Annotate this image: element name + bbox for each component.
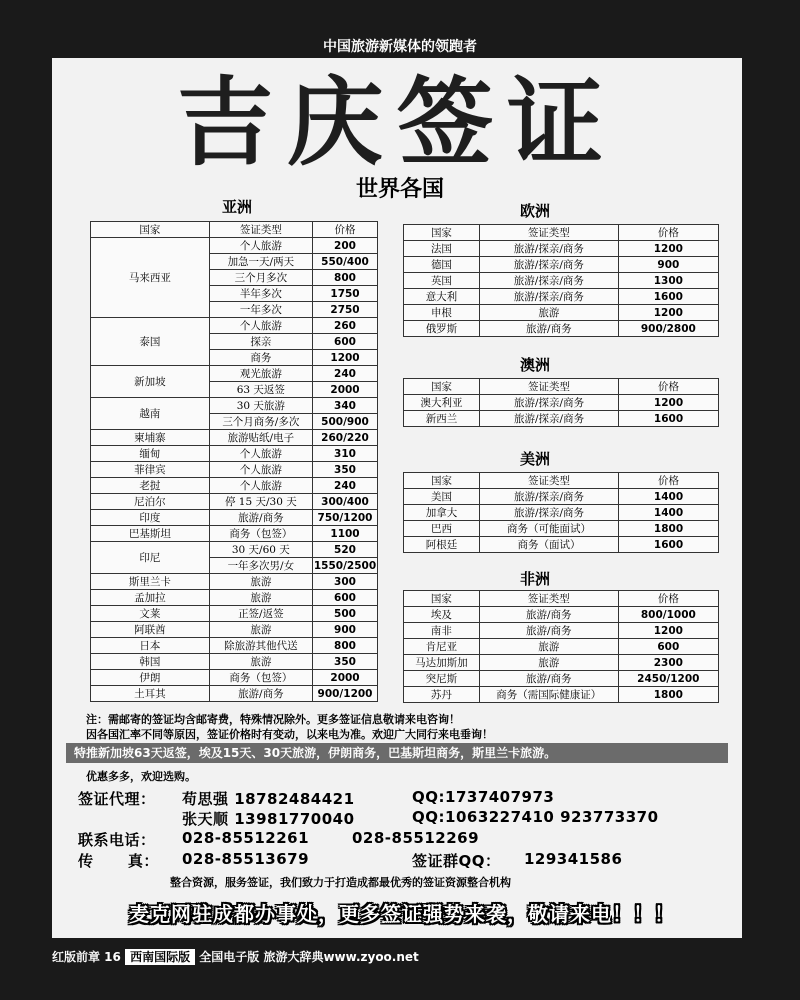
header-cell: 国家 <box>404 225 480 241</box>
price-cell: 550/400 <box>313 254 378 270</box>
america-table <box>403 472 719 553</box>
agent1-phone[interactable]: 苟思强 18782484421 <box>182 790 355 808</box>
table-row <box>404 639 719 655</box>
country-cell: 埃及 <box>404 607 480 623</box>
table-row <box>91 478 378 494</box>
table-row <box>91 494 378 510</box>
visa-type-cell: 30 天/60 天 <box>209 542 312 558</box>
visa-type-cell: 一年多次 <box>209 302 312 318</box>
visa-type-cell: 63 天返签 <box>209 382 312 398</box>
country-cell: 孟加拉 <box>91 590 210 606</box>
price-cell: 1800 <box>619 521 719 537</box>
table-row <box>404 607 719 623</box>
visa-type-cell: 旅游/探亲/商务 <box>479 505 618 521</box>
table-row <box>91 446 378 462</box>
table-row <box>91 462 378 478</box>
table-row <box>91 526 378 542</box>
visa-type-cell: 商务（包签） <box>209 526 312 542</box>
price-cell: 240 <box>313 366 378 382</box>
note-line-2: 因各国汇率不同等原因，签证价格时有变动，以来电为准。欢迎广大同行来电垂询！ <box>86 728 493 741</box>
header-cell: 国家 <box>404 473 480 489</box>
visa-type-cell: 个人旅游 <box>209 462 312 478</box>
country-cell: 南非 <box>404 623 480 639</box>
header-cell: 价格 <box>618 591 718 607</box>
visa-type-cell: 旅游/探亲/商务 <box>479 257 618 273</box>
visa-type-cell: 商务（包签） <box>209 670 312 686</box>
table-row <box>91 238 378 254</box>
phone2[interactable]: 028-85512269 <box>352 829 480 847</box>
price-cell: 350 <box>313 462 378 478</box>
price-cell: 900 <box>618 257 718 273</box>
country-cell: 印尼 <box>91 542 210 574</box>
visa-type-cell: 旅游/探亲/商务 <box>480 411 619 427</box>
visa-type-cell: 正签/返签 <box>209 606 312 622</box>
price-cell: 260/220 <box>313 430 378 446</box>
table-row <box>91 590 378 606</box>
table-row <box>404 289 719 305</box>
price-cell: 500/900 <box>313 414 378 430</box>
visa-type-cell: 旅游 <box>209 590 312 606</box>
table-row <box>404 321 719 337</box>
visa-type-cell: 旅游/探亲/商务 <box>479 241 618 257</box>
price-cell: 1600 <box>618 289 718 305</box>
visa-type-cell: 个人旅游 <box>209 478 312 494</box>
agent1-qq[interactable]: QQ:1737407973 <box>412 788 555 806</box>
welcome-text: 优惠多多，欢迎选购。 <box>86 770 196 783</box>
table-row <box>404 671 719 687</box>
price-cell: 200 <box>313 238 378 254</box>
visa-type-cell: 旅游贴纸/电子 <box>209 430 312 446</box>
price-cell: 1800 <box>618 687 718 703</box>
price-cell: 600 <box>313 334 378 350</box>
price-cell: 350 <box>313 654 378 670</box>
table-row <box>91 670 378 686</box>
table-row <box>404 411 719 427</box>
table-row <box>91 542 378 558</box>
country-cell: 柬埔寨 <box>91 430 210 446</box>
price-cell: 520 <box>313 542 378 558</box>
price-cell: 1200 <box>618 623 718 639</box>
visa-type-cell: 旅游 <box>479 305 618 321</box>
footer-right[interactable]: 全国电子版 旅游大辞典www.zyoo.net <box>199 950 419 964</box>
table-row <box>404 305 719 321</box>
table-row <box>404 257 719 273</box>
top-slogan: 中国旅游新媒体的领跑者 <box>323 39 477 55</box>
header-cell: 签证类型 <box>479 225 618 241</box>
africa-title: 非洲 <box>520 570 551 588</box>
visa-type-cell: 旅游/商务 <box>479 321 618 337</box>
country-cell: 申根 <box>404 305 480 321</box>
price-cell: 1200 <box>618 241 718 257</box>
country-cell: 阿联酋 <box>91 622 210 638</box>
visa-type-cell: 旅游/商务 <box>479 671 618 687</box>
asia-table <box>90 221 378 702</box>
country-cell: 阿根廷 <box>404 537 480 553</box>
country-cell: 韩国 <box>91 654 210 670</box>
country-cell: 老挝 <box>91 478 210 494</box>
price-cell: 2300 <box>618 655 718 671</box>
visa-type-cell: 个人旅游 <box>209 446 312 462</box>
price-cell: 2450/1200 <box>618 671 718 687</box>
agent-label: 签证代理： <box>78 790 156 808</box>
table-row <box>91 398 378 414</box>
country-cell: 巴基斯坦 <box>91 526 210 542</box>
table-row <box>91 638 378 654</box>
price-cell: 1300 <box>618 273 718 289</box>
country-cell: 英国 <box>404 273 480 289</box>
country-cell: 泰国 <box>91 318 210 366</box>
group-qq[interactable]: 129341586 <box>524 850 623 868</box>
footer-left: 红版前章 16 <box>52 950 121 964</box>
header-cell: 国家 <box>404 591 480 607</box>
country-cell: 德国 <box>404 257 480 273</box>
visa-type-cell: 旅游/探亲/商务 <box>479 273 618 289</box>
table-row <box>404 241 719 257</box>
price-cell: 2750 <box>313 302 378 318</box>
country-cell: 马达加斯加 <box>404 655 480 671</box>
america-title: 美洲 <box>520 450 551 468</box>
africa-table <box>403 590 719 703</box>
table-row <box>404 655 719 671</box>
headline: 吉庆签证 <box>177 67 617 179</box>
price-cell: 1100 <box>313 526 378 542</box>
table-row <box>404 505 719 521</box>
visa-type-cell: 旅游 <box>209 622 312 638</box>
visa-type-cell: 旅游/探亲/商务 <box>479 489 618 505</box>
country-cell: 马来西亚 <box>91 238 210 318</box>
integrate-text: 整合资源，服务签证，我们致力于打造成都最优秀的签证资源整合机构 <box>170 876 511 889</box>
visa-type-cell: 旅游 <box>209 654 312 670</box>
visa-type-cell: 旅游/探亲/商务 <box>480 395 619 411</box>
header-cell: 签证类型 <box>479 591 618 607</box>
fax-label: 传 真： <box>78 852 159 870</box>
header-cell: 国家 <box>91 222 210 238</box>
price-cell: 1550/2500 <box>313 559 377 572</box>
price-cell: 600 <box>313 590 378 606</box>
price-cell: 1400 <box>619 489 719 505</box>
price-cell: 900/1200 <box>313 686 378 702</box>
country-cell: 菲律宾 <box>91 462 210 478</box>
price-cell: 1200 <box>618 305 718 321</box>
header-cell: 价格 <box>619 473 719 489</box>
fax-number[interactable]: 028-85513679 <box>182 850 310 868</box>
agent2-phone[interactable]: 张天顺 13981770040 <box>182 810 355 828</box>
feature-bar: 特推新加坡63天返签，埃及15天、30天旅游，伊朗商务，巴基斯坦商务，斯里兰卡旅游。 <box>66 743 728 763</box>
price-cell: 800 <box>313 638 378 654</box>
table-row <box>404 273 719 289</box>
country-cell: 突尼斯 <box>404 671 480 687</box>
visa-type-cell: 一年多次男/女 <box>209 558 312 574</box>
visa-type-cell: 旅游 <box>209 574 312 590</box>
price-cell: 340 <box>313 398 378 414</box>
country-cell: 文莱 <box>91 606 210 622</box>
country-cell: 俄罗斯 <box>404 321 480 337</box>
country-cell: 肯尼亚 <box>404 639 480 655</box>
europe-title: 欧洲 <box>520 202 551 220</box>
visa-type-cell: 个人旅游 <box>209 238 312 254</box>
table-row <box>91 366 378 382</box>
table-row <box>404 537 719 553</box>
price-cell: 600 <box>618 639 718 655</box>
visa-type-cell: 观光旅游 <box>209 366 312 382</box>
visa-type-cell: 旅游 <box>479 639 618 655</box>
country-cell: 法国 <box>404 241 480 257</box>
header-cell: 签证类型 <box>480 379 619 395</box>
table-header-row <box>404 591 719 607</box>
table-row <box>404 521 719 537</box>
country-cell: 土耳其 <box>91 686 210 702</box>
visa-type-cell: 商务 <box>209 350 312 366</box>
visa-type-cell: 旅游/探亲/商务 <box>479 289 618 305</box>
price-cell: 750/1200 <box>313 510 378 526</box>
table-row <box>404 687 719 703</box>
country-cell: 巴西 <box>404 521 480 537</box>
europe-table <box>403 224 719 337</box>
price-cell: 2000 <box>313 670 378 686</box>
big-banner: 麦克网驻成都办事处，更多签证强势来袭，敬请来电！！！ <box>129 902 675 926</box>
price-cell: 310 <box>313 446 378 462</box>
price-cell: 500 <box>313 606 378 622</box>
price-cell: 800 <box>313 270 378 286</box>
visa-type-cell: 商务（需国际健康证） <box>479 687 618 703</box>
visa-type-cell: 探亲 <box>209 334 312 350</box>
country-cell: 越南 <box>91 398 210 430</box>
subtitle: 世界各国 <box>355 176 444 202</box>
table-header-row <box>404 473 719 489</box>
country-cell: 日本 <box>91 638 210 654</box>
oceania-table <box>403 378 719 427</box>
note-line-1: 注：需邮寄的签证均含邮寄费，特殊情况除外。更多签证信息敬请来电咨询！ <box>86 713 460 726</box>
visa-type-cell: 商务（面试） <box>479 537 618 553</box>
visa-type-cell: 30 天旅游 <box>209 398 312 414</box>
price-cell: 1200 <box>619 395 719 411</box>
country-cell: 尼泊尔 <box>91 494 210 510</box>
country-cell: 新西兰 <box>404 411 480 427</box>
table-header-row <box>404 225 719 241</box>
country-cell: 意大利 <box>404 289 480 305</box>
country-cell: 加拿大 <box>404 505 480 521</box>
visa-type-cell: 商务（可能面试） <box>479 521 618 537</box>
table-row <box>91 686 378 702</box>
price-cell: 900/2800 <box>618 321 718 337</box>
group-label: 签证群QQ： <box>412 852 501 870</box>
table-row <box>91 430 378 446</box>
price-cell: 1750 <box>313 286 378 302</box>
visa-type-cell: 个人旅游 <box>209 318 312 334</box>
country-cell: 斯里兰卡 <box>91 574 210 590</box>
visa-type-cell: 旅游 <box>479 655 618 671</box>
table-header-row <box>404 379 719 395</box>
header-cell: 国家 <box>404 379 480 395</box>
table-row <box>91 510 378 526</box>
price-cell: 1600 <box>619 537 719 553</box>
table-row <box>404 489 719 505</box>
visa-type-cell: 旅游/商务 <box>479 607 618 623</box>
oceania-title: 澳洲 <box>520 356 551 374</box>
price-cell: 900 <box>313 622 378 638</box>
price-cell: 300/400 <box>313 494 378 510</box>
country-cell: 美国 <box>404 489 480 505</box>
country-cell: 苏丹 <box>404 687 480 703</box>
visa-type-cell: 加急一天/两天 <box>209 254 312 270</box>
visa-type-cell: 半年多次 <box>209 286 312 302</box>
country-cell: 缅甸 <box>91 446 210 462</box>
price-cell: 1200 <box>313 350 378 366</box>
price-cell: 2000 <box>313 382 378 398</box>
table-row <box>91 606 378 622</box>
table-row <box>91 654 378 670</box>
phone-label: 联系电话： <box>78 831 156 849</box>
price-cell: 240 <box>313 478 378 494</box>
visa-type-cell: 三个月商务/多次 <box>209 414 312 430</box>
phone1[interactable]: 028-85512261 <box>182 829 310 847</box>
visa-type-cell: 停 15 天/30 天 <box>209 494 312 510</box>
table-header-row <box>91 222 378 238</box>
table-row <box>404 623 719 639</box>
table-row <box>91 318 378 334</box>
asia-title: 亚洲 <box>222 198 253 216</box>
country-cell: 印度 <box>91 510 210 526</box>
table-row <box>404 395 719 411</box>
table-row <box>91 574 378 590</box>
country-cell: 澳大利亚 <box>404 395 480 411</box>
visa-type-cell: 旅游/商务 <box>209 510 312 526</box>
visa-type-cell: 三个月多次 <box>209 270 312 286</box>
country-cell: 伊朗 <box>91 670 210 686</box>
price-cell: 1400 <box>619 505 719 521</box>
price-cell: 260 <box>313 318 378 334</box>
price-cell: 300 <box>313 574 378 590</box>
table-row <box>91 622 378 638</box>
header-cell: 签证类型 <box>479 473 618 489</box>
header-cell: 价格 <box>618 225 718 241</box>
visa-type-cell: 旅游/商务 <box>209 686 312 702</box>
footer <box>52 948 419 965</box>
header-cell: 价格 <box>313 222 378 238</box>
visa-type-cell: 除旅游其他代送 <box>209 638 312 654</box>
price-cell: 1600 <box>619 411 719 427</box>
header-cell: 价格 <box>619 379 719 395</box>
agent2-qq[interactable]: QQ:1063227410 923773370 <box>412 808 659 826</box>
price-cell: 800/1000 <box>618 607 718 623</box>
header-cell: 签证类型 <box>209 222 312 238</box>
visa-type-cell: 旅游/商务 <box>479 623 618 639</box>
country-cell: 新加坡 <box>91 366 210 398</box>
footer-boxed: 西南国际版 <box>125 949 195 965</box>
